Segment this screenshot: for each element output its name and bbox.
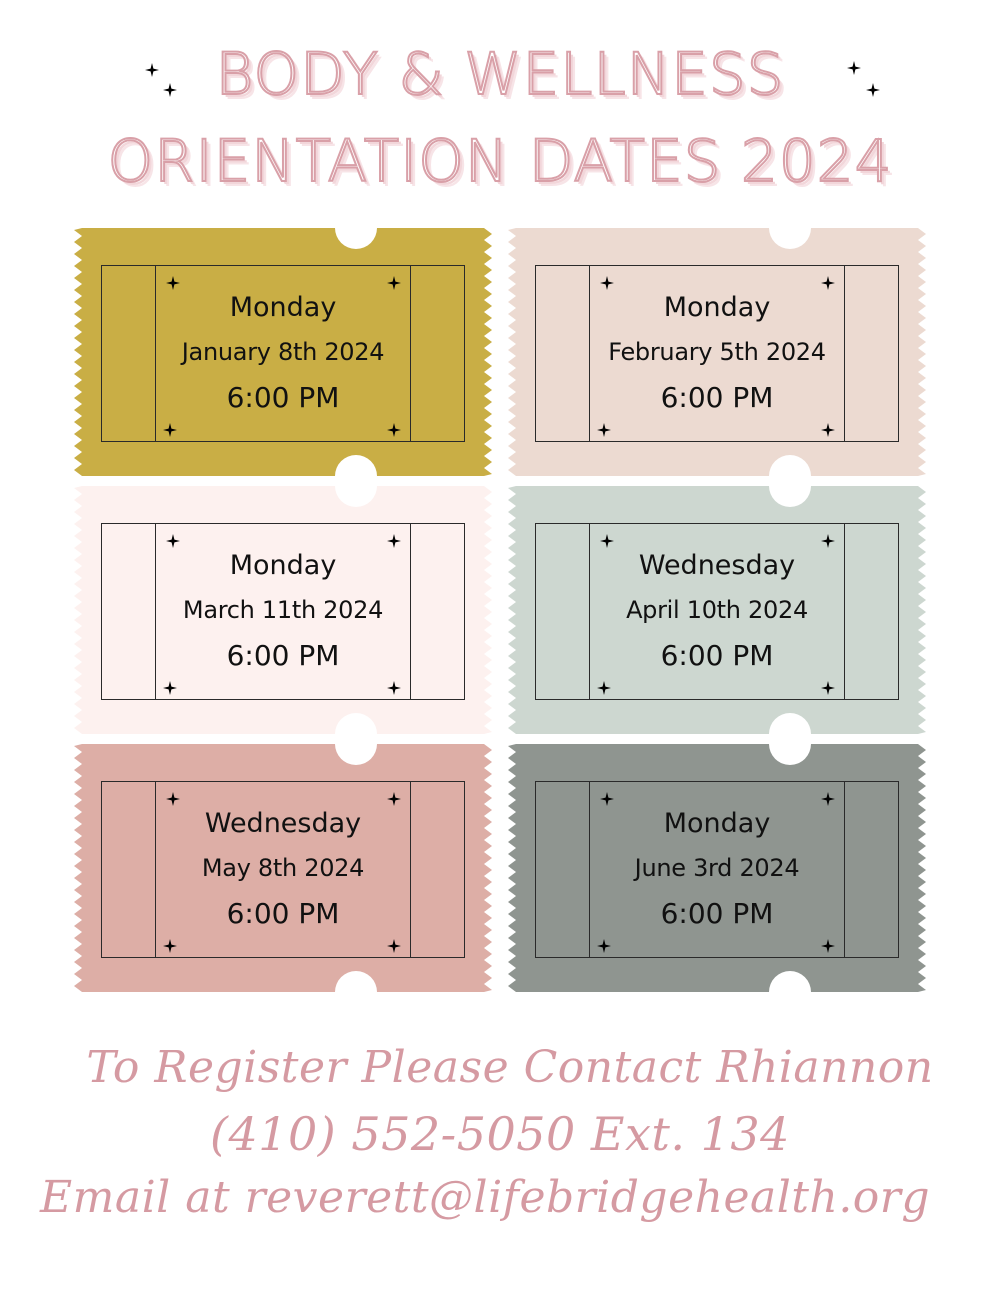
ticket-time: 6:00 PM (660, 380, 774, 414)
contact-email: Email at reverett@lifebridgehealth.org (40, 1172, 930, 1223)
ticket-time: 6:00 PM (660, 896, 774, 930)
ticket-time: 6:00 PM (660, 638, 774, 672)
ticket-time: 6:00 PM (226, 380, 340, 414)
ticket-day: Monday (663, 291, 771, 323)
ticket-content (155, 265, 411, 442)
contact-line-register: To Register Please Contact Rhiannon (86, 1042, 934, 1093)
ticket-date: April 10th 2024 (626, 595, 808, 624)
ticket-date: March 11th 2024 (182, 595, 384, 624)
ticket-date: February 5th 2024 (608, 337, 826, 366)
date-ticket-2 (508, 228, 926, 476)
ticket-content (589, 265, 845, 442)
ticket-date: June 3rd 2024 (634, 853, 800, 882)
page-title-line-1: BODY & WELLNESS (215, 40, 785, 108)
ticket-content (155, 781, 411, 958)
date-ticket-3 (74, 486, 492, 734)
contact-phone: (410) 552-5050 Ext. 134 (210, 1107, 790, 1161)
date-ticket-6 (508, 744, 926, 992)
ticket-content (155, 523, 411, 700)
date-ticket-5 (74, 744, 492, 992)
ticket-day: Wednesday (638, 549, 796, 581)
page-title-line-2: ORIENTATION DATES 2024 (107, 127, 893, 195)
ticket-day: Monday (229, 549, 337, 581)
ticket-time: 6:00 PM (226, 896, 340, 930)
ticket-date: January 8th 2024 (181, 337, 385, 366)
ticket-content (589, 523, 845, 700)
ticket-day: Monday (229, 291, 337, 323)
ticket-time: 6:00 PM (226, 638, 340, 672)
ticket-day: Wednesday (204, 807, 362, 839)
ticket-content (589, 781, 845, 958)
date-ticket-4 (508, 486, 926, 734)
ticket-day: Monday (663, 807, 771, 839)
date-ticket-1 (74, 228, 492, 476)
ticket-date: May 8th 2024 (201, 853, 365, 882)
